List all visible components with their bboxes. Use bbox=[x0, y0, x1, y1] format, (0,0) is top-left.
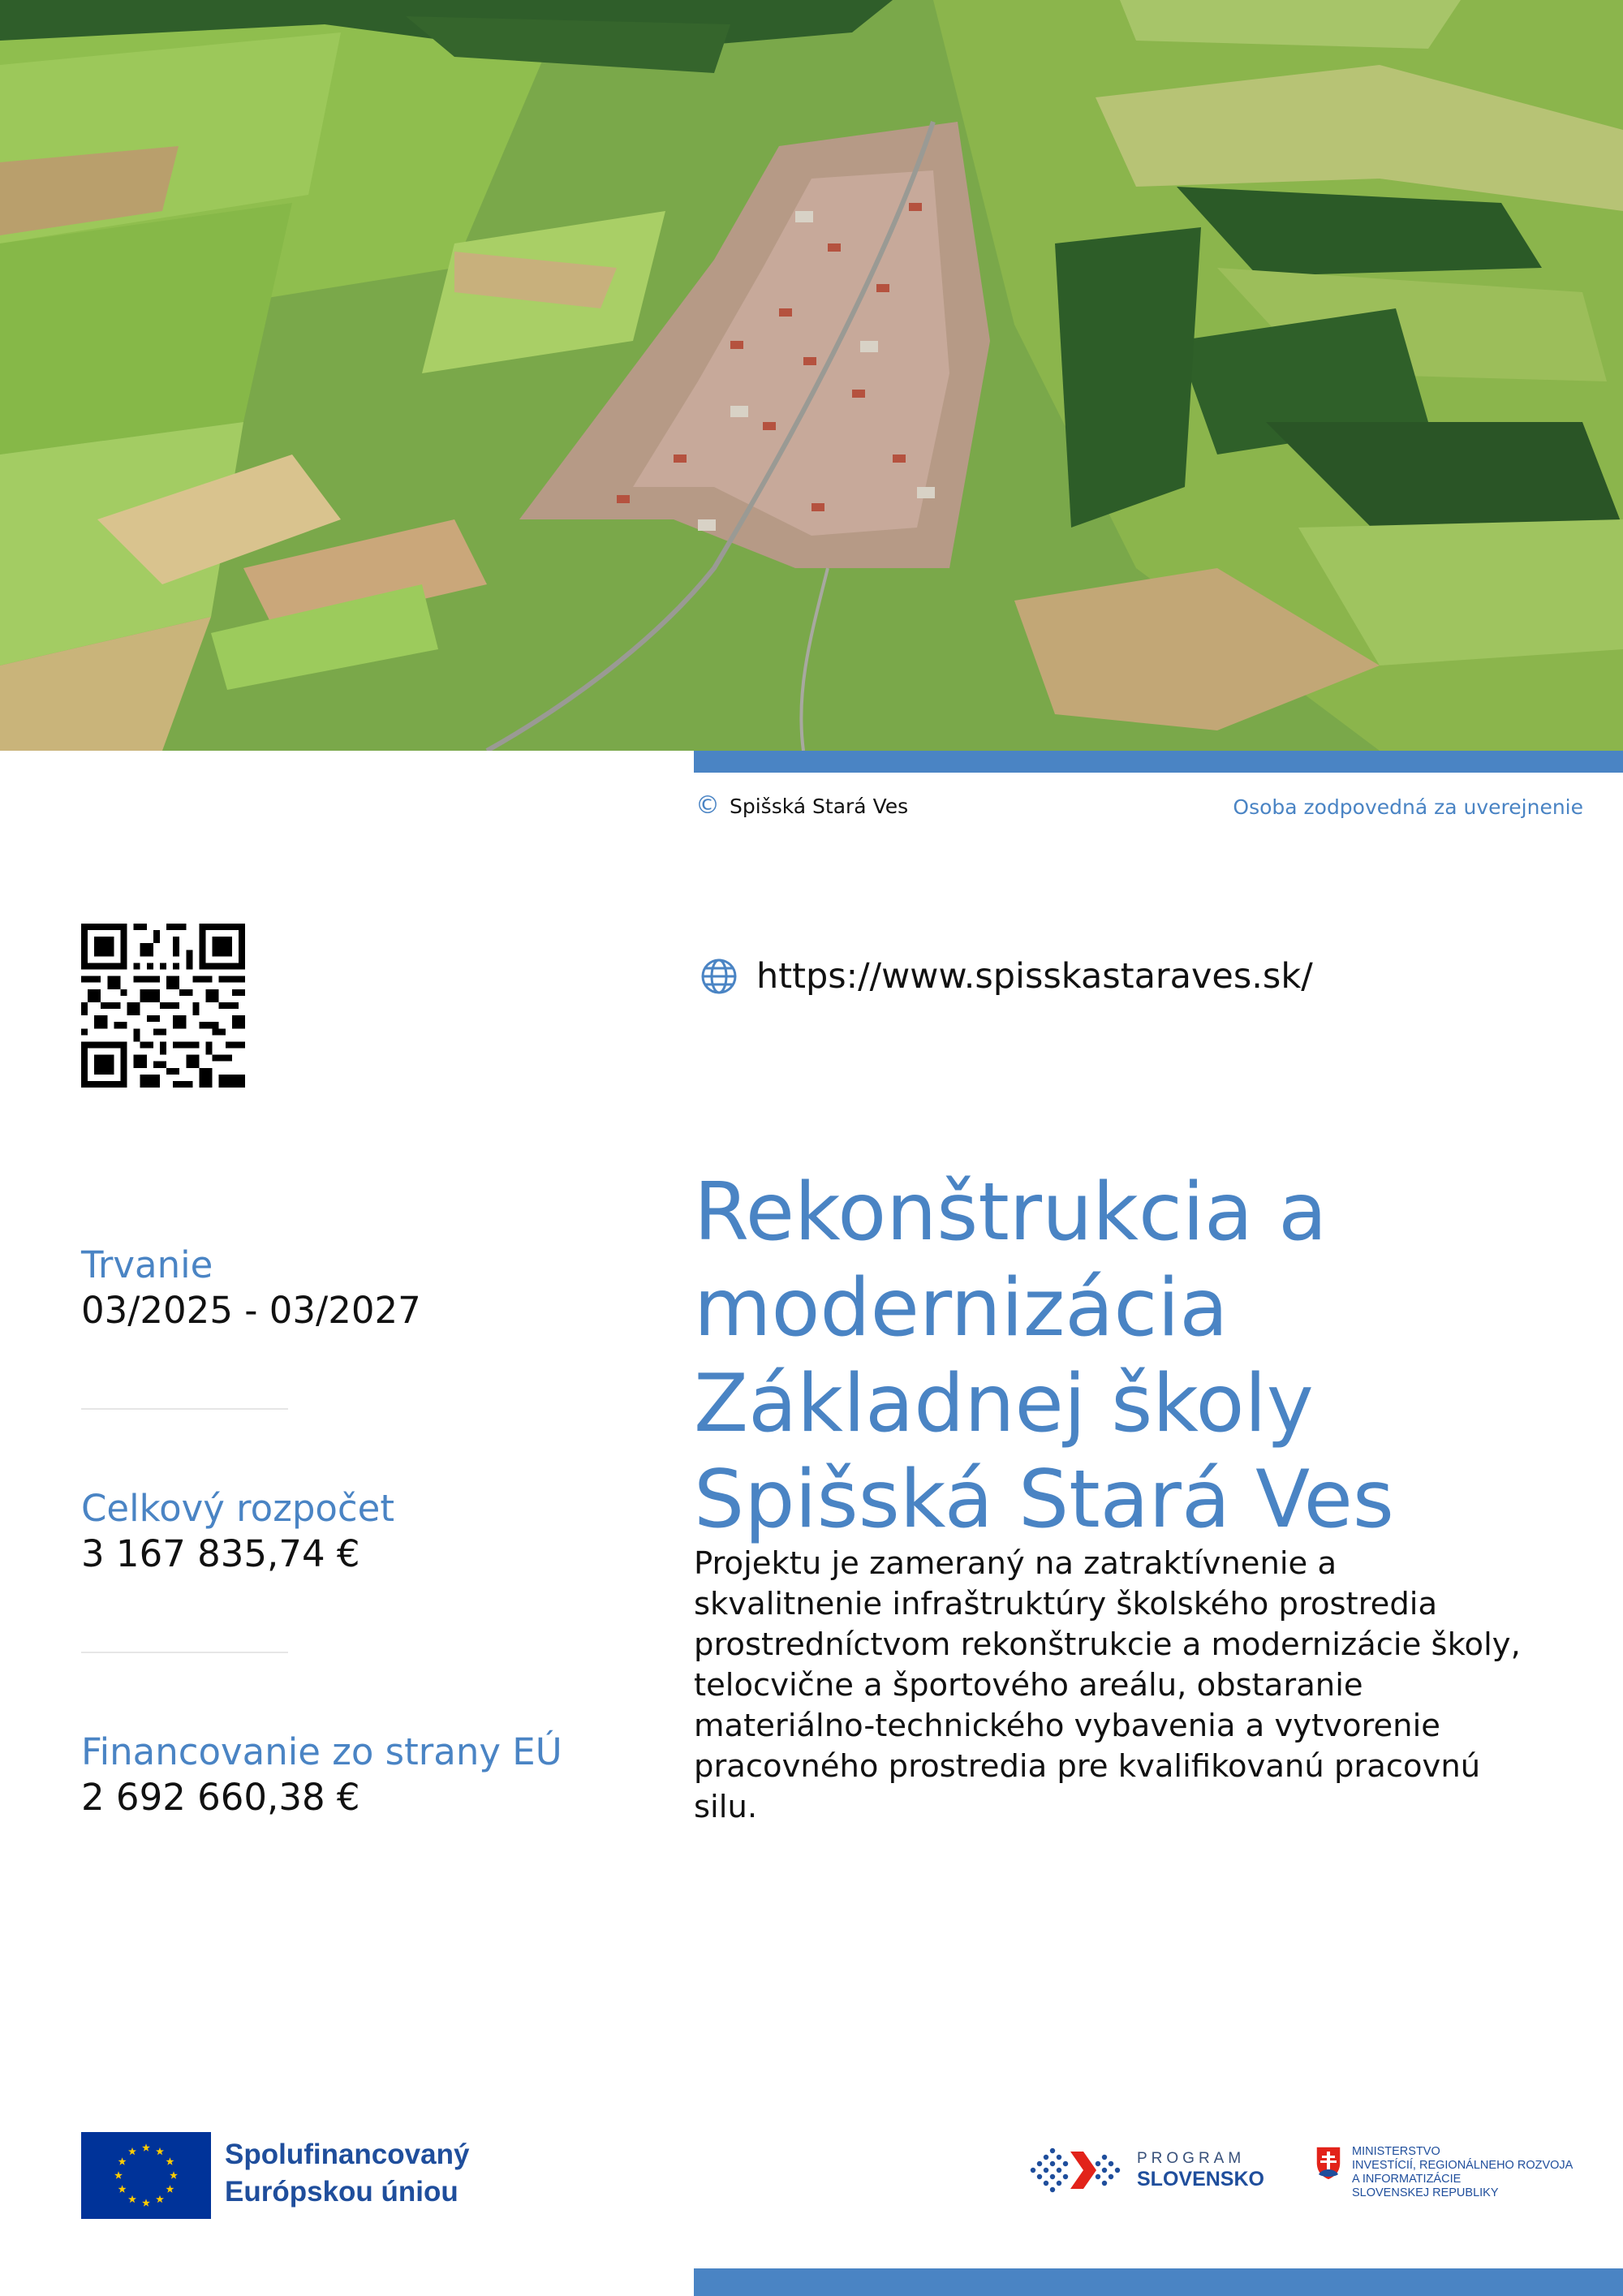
title-line: Spišská Stará Ves bbox=[694, 1454, 1394, 1546]
title-line: Základnej školy bbox=[694, 1358, 1314, 1450]
duration-label: Trvanie bbox=[81, 1243, 213, 1286]
website-link[interactable] bbox=[700, 956, 1313, 997]
eu-funding-label: Financovanie zo strany EÚ bbox=[81, 1730, 562, 1773]
copyright-icon: © bbox=[695, 791, 720, 820]
title-line: Rekonštrukcia a bbox=[694, 1166, 1328, 1259]
ministry-line: MINISTERSTVO bbox=[1352, 2145, 1440, 2158]
bottom-accent-bar bbox=[694, 2268, 1623, 2296]
program-line1: PROGRAM bbox=[1137, 2150, 1246, 2167]
description-line: Projektu je zameraný na zatraktívnenie a bbox=[694, 1545, 1337, 1582]
divider bbox=[81, 1652, 288, 1653]
qr-code[interactable] bbox=[81, 924, 245, 1088]
title-line: modernizácia bbox=[694, 1262, 1229, 1355]
project-title bbox=[694, 1165, 1586, 1548]
program-slovensko-icon bbox=[1027, 2145, 1124, 2195]
eu-cofunded-text: Spolufinancovaný Európskou úniou bbox=[225, 2139, 470, 2208]
slovak-coat-of-arms-icon bbox=[1315, 2145, 1342, 2181]
responsible-person-link[interactable]: Osoba zodpovedná za uverejnenie bbox=[1233, 795, 1583, 819]
top-accent-bar bbox=[694, 751, 1623, 773]
program-line2: SLOVENSKO bbox=[1137, 2168, 1264, 2190]
description-line: skvalitnenie infraštruktúry školského prostredia bbox=[694, 1586, 1438, 1622]
description-line: materiálno-technického vybavenia a vytvorenie bbox=[694, 1708, 1440, 1744]
hero-aerial-photo bbox=[0, 0, 1623, 751]
eu-funding-value: 2 692 660,38 € bbox=[81, 1776, 360, 1819]
description-line: prostredníctvom rekonštrukcie a modernizácie školy, bbox=[694, 1626, 1521, 1663]
photo-credit bbox=[695, 791, 909, 820]
ministry-line: A INFORMATIZÁCIE bbox=[1352, 2173, 1462, 2186]
project-description bbox=[694, 1544, 1595, 1828]
photo-credit-text: Spišská Stará Ves bbox=[730, 794, 909, 818]
eu-flag-icon bbox=[81, 2132, 211, 2219]
budget-value: 3 167 835,74 € bbox=[81, 1532, 360, 1575]
ministry-line: SLOVENSKEJ REPUBLIKY bbox=[1352, 2186, 1499, 2199]
ministry-line: INVESTÍCIÍ, REGIONÁLNEHO ROZVOJA bbox=[1352, 2159, 1573, 2172]
globe-icon bbox=[700, 957, 738, 996]
description-line: telocvične a športového areálu, obstaranie bbox=[694, 1667, 1363, 1704]
ministry-logo bbox=[1315, 2145, 1573, 2200]
description-line: silu. bbox=[694, 1789, 758, 1825]
description-line: pracovného prostredia pre kvalifikovanú pracovnú bbox=[694, 1748, 1481, 1785]
program-slovensko-logo bbox=[1027, 2145, 1264, 2195]
website-url[interactable]: https://www.spisskastaraves.sk/ bbox=[756, 956, 1313, 997]
divider bbox=[81, 1408, 288, 1410]
budget-label: Celkový rozpočet bbox=[81, 1487, 394, 1530]
duration-value: 03/2025 - 03/2027 bbox=[81, 1289, 421, 1332]
